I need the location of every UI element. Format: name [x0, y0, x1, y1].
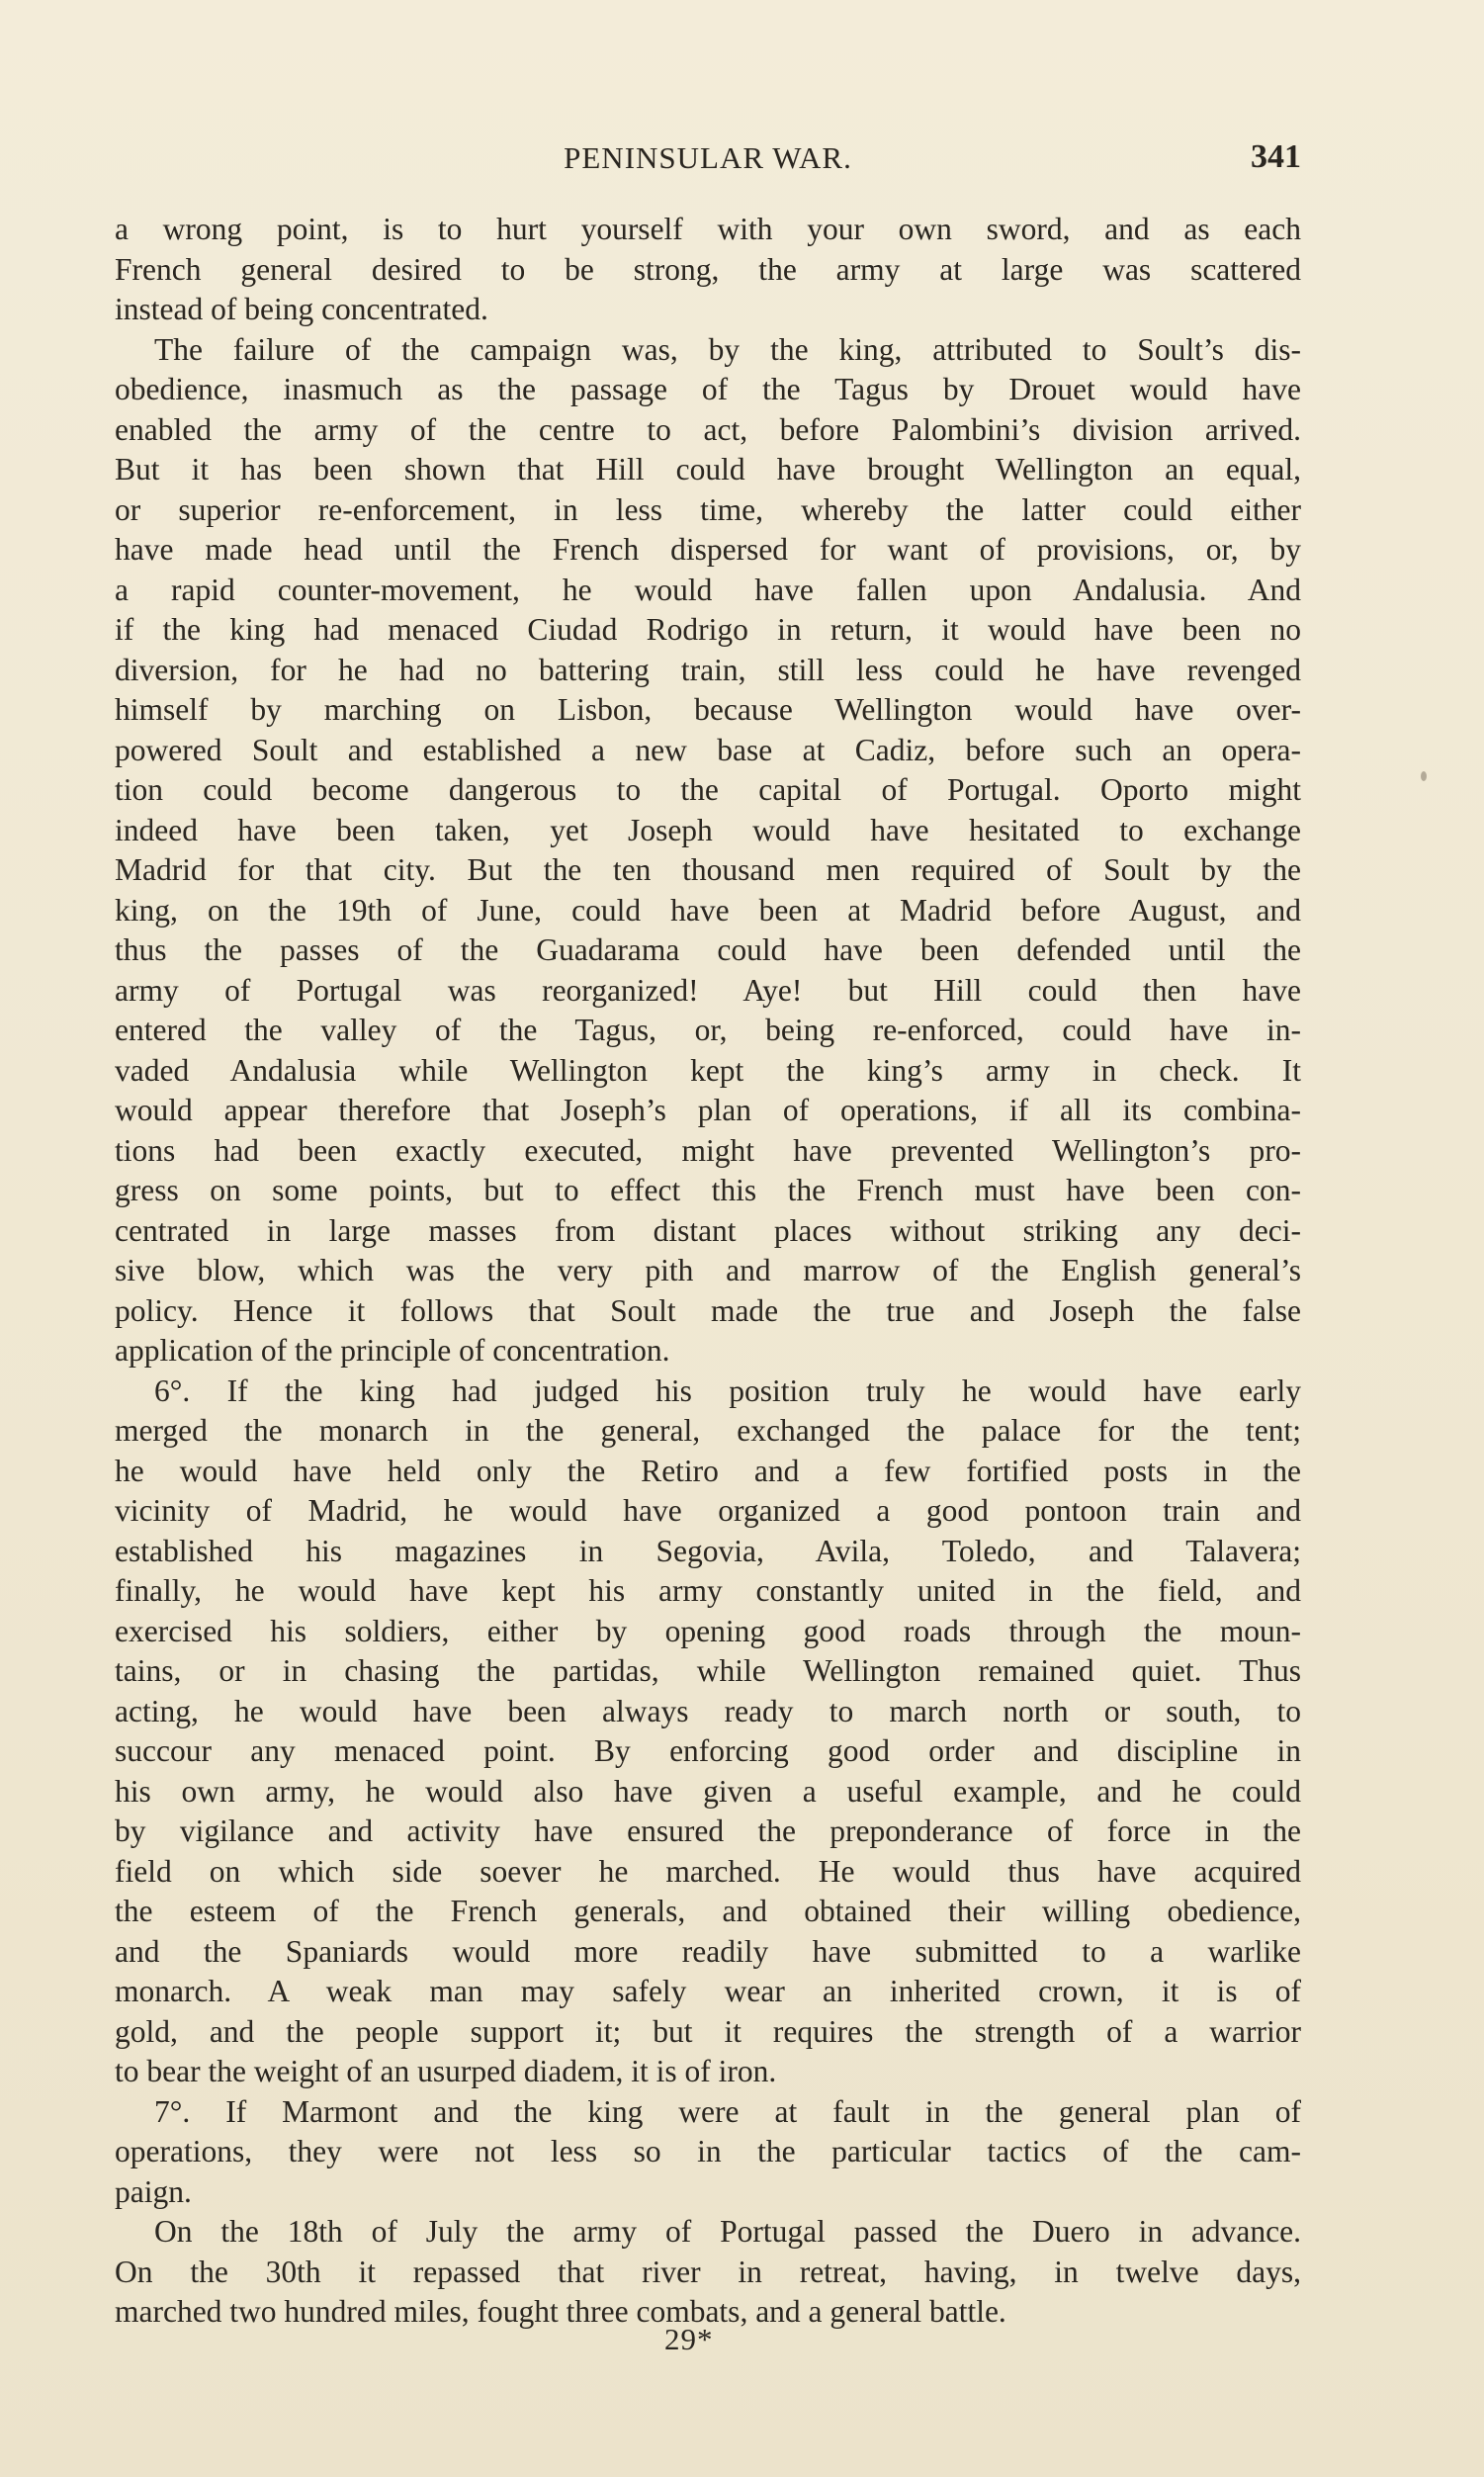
text-line: application of the principle of concentration. — [115, 1333, 670, 1368]
text-line: entered the valley of the Tagus, or, being re-enforced, could have in- — [115, 1013, 1301, 1047]
text-line: gold, and the people support it; but it requires the strength of a warrior — [115, 2013, 1301, 2049]
text-line: obedience, inasmuch as the passage of the Tagus by Drouet would have — [115, 372, 1301, 406]
text-line: he would have held only the Retiro and a few fortified posts in the — [115, 1453, 1301, 1488]
text-line: field on which side soever he marched. He would thus have acquired — [115, 1853, 1301, 1889]
text-line: army of Portugal was reorganized! Aye! but Hill could then have — [115, 972, 1301, 1008]
paragraph — [115, 330, 1301, 1371]
text-line: On the 18th of July the army of Portugal passed the Duero in advance. — [154, 2214, 1301, 2249]
text-line: if the king had menaced Ciudad Rodrigo in return, it would have been no — [115, 612, 1301, 647]
text-line: king, on the 19th of June, could have been at Madrid before August, and — [115, 892, 1301, 928]
text-line: diversion, for he had no battering train, still less could he have revenged — [115, 652, 1301, 687]
text-line: powered Soult and established a new base at Cadiz, before such an opera- — [115, 732, 1301, 767]
text-line: vicinity of Madrid, he would have organized a good pontoon train and — [115, 1493, 1301, 1528]
text-line: But it has been shown that Hill could have brought Wellington an equal, — [115, 452, 1301, 487]
text-line: vaded Andalusia while Wellington kept the king’s army in check. It — [115, 1052, 1301, 1088]
text-line: Madrid for that city. But the ten thousand men required of Soult by the — [115, 852, 1301, 887]
text-line: tion could become dangerous to the capital of Portugal. Oporto might — [115, 772, 1301, 807]
text-line: finally, he would have kept his army constantly united in the field, and — [115, 1573, 1301, 1608]
text-line: gress on some points, but to effect this the French must have been con- — [115, 1173, 1301, 1207]
text-line: policy. Hence it follows that Soult made the true and Joseph the false — [115, 1292, 1301, 1328]
text-line: sive blow, which was the very pith and marrow of the English general’s — [115, 1253, 1301, 1287]
text-line: or superior re-enforcement, in less time, whereby the latter could either — [115, 491, 1301, 527]
paragraph — [115, 1371, 1301, 2092]
text-line: monarch. A weak man may safely wear an inherited crown, it is of — [115, 1974, 1301, 2008]
text-line: 6°. If the king had judged his position truly he would have early — [154, 1372, 1301, 1408]
text-line: thus the passes of the Guadarama could have been defended until the — [115, 932, 1301, 967]
text-line: tions had been exactly executed, might have prevented Wellington’s pro- — [115, 1132, 1301, 1168]
text-line: a rapid counter-movement, he would have fallen upon Andalusia. And — [115, 572, 1301, 607]
text-line: succour any menaced point. By enforcing good order and discipline in — [115, 1733, 1301, 1768]
text-line: himself by marching on Lisbon, because Wellington would have over- — [115, 692, 1301, 727]
text-line: acting, he would have been always ready to march north or south, to — [115, 1693, 1301, 1728]
text-line: marched two hundred miles, fought three combats, and a general battle. — [115, 2294, 1006, 2329]
page-number: 341 — [1251, 138, 1301, 175]
text-line: French general desired to be strong, the army at large was scattered — [115, 251, 1301, 287]
text-line: instead of being concentrated. — [115, 292, 488, 326]
text-line: enabled the army of the centre to act, before Palombini’s division arrived. — [115, 411, 1301, 447]
text-line: merged the monarch in the general, exchanged the palace for the tent; — [115, 1413, 1301, 1448]
signature-mark: 29* — [664, 2322, 714, 2356]
text-line: The failure of the campaign was, by the king, attributed to Soult’s dis- — [154, 331, 1301, 367]
text-line: operations, they were not less so in the particular tactics of the cam- — [115, 2134, 1301, 2168]
text-line: have made head until the French dispersed for want of provisions, or, by — [115, 532, 1301, 567]
text-line: indeed have been taken, yet Joseph would have hesitated to exchange — [115, 812, 1301, 847]
text-line: centrated in large masses from distant places without striking any deci- — [115, 1212, 1301, 1248]
text-line: to bear the weight of an usurped diadem, it is of iron. — [115, 2054, 777, 2088]
text-line: On the 30th it repassed that river in retreat, having, in twelve days, — [115, 2254, 1301, 2289]
paragraph — [115, 2092, 1301, 2213]
paragraph — [115, 210, 1301, 330]
text-line: tains, or in chasing the partidas, while Wellington remained quiet. Thus — [115, 1653, 1301, 1688]
page-header — [115, 136, 1301, 186]
text-line: exercised his soldiers, either by opening good roads through the moun- — [115, 1613, 1301, 1648]
text-line: a wrong point, is to hurt yourself with your own sword, and as each — [115, 212, 1301, 246]
ink-speck — [1421, 771, 1427, 781]
text-line: 7°. If Marmont and the king were at fault in the general plan of — [154, 2093, 1301, 2129]
text-line: and the Spaniards would more readily have submitted to a warlike — [115, 1933, 1301, 1969]
text-line: the esteem of the French generals, and obtained their willing obedience, — [115, 1894, 1301, 1928]
running-title: PENINSULAR WAR. — [564, 140, 852, 175]
text-line: would appear therefore that Joseph’s plan of operations, if all its combina- — [115, 1093, 1301, 1127]
text-line: by vigilance and activity have ensured the preponderance of force in the — [115, 1814, 1301, 1848]
text-line: paign. — [115, 2173, 192, 2209]
paragraph — [115, 2212, 1301, 2333]
text-line: his own army, he would also have given a useful example, and he could — [115, 1773, 1301, 1809]
text-line: established his magazines in Segovia, Avila, Toledo, and Talavera; — [115, 1533, 1301, 1568]
body-text — [115, 210, 1301, 2333]
